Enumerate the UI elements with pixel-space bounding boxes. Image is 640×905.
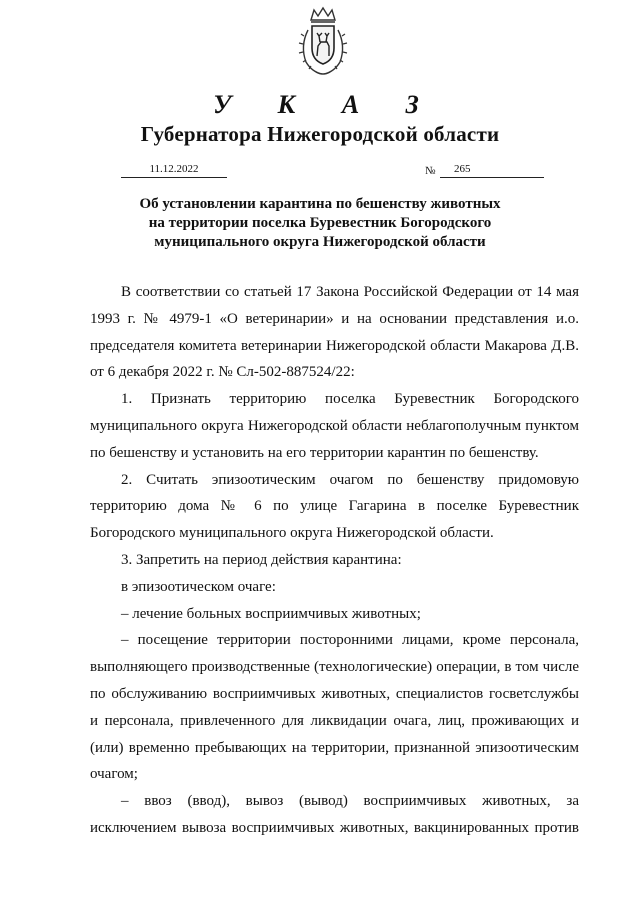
body-paragraph: в эпизоотическом очаге:: [121, 578, 276, 595]
body-paragraph: В соответствии со статьей 17 Закона Российской Федерации от 14 мая 1993 г. № 4979-1 «О ветеринарии» и на основании представления и.о. председателя комитета ветеринарии Нижегородской области Макарова Д.В. от 6 декабря 2022 г. № Сл-502-887524/22:: [90, 284, 579, 381]
document-number: 265: [440, 161, 544, 178]
body-paragraph: – посещение территории посторонними лицами, кроме персонала, выполняющего производственные (технологические) операции, в том числе по обслуживанию восприимчивых животных, специалистов госветслужбы и персонала, привлеченного для ликвидации очага, лиц, проживающих и (или) временно пребывающих на территории, признанной эпизоотическим очагом;: [90, 632, 579, 783]
coat-of-arms-icon: [298, 6, 348, 78]
heading-line: муниципального округа Нижегородской области: [154, 234, 486, 250]
issuer-subtitle: Губернатора Нижегородской области: [140, 122, 500, 146]
heading-line: Об установлении карантина по бешенству животных: [139, 196, 501, 212]
document-type-title: У К А З: [213, 90, 439, 119]
body-paragraph: – лечение больных восприимчивых животных;: [121, 605, 421, 622]
body-paragraph: 3. Запретить на период действия карантина:: [121, 551, 402, 568]
body-paragraph: – ввоз (ввод), вывоз (вывод) восприимчивых животных, за исключением вывоза восприимчивых животных, вакцинированных против: [90, 793, 579, 836]
document-date: 11.12.2022: [121, 161, 227, 178]
document-heading: [90, 195, 550, 252]
body-paragraph: 2. Считать эпизоотическим очагом по бешенству придомовую территорию дома № 6 по улице Гагарина в поселке Буревестник Богородского муниципального округа Нижегородской области.: [90, 471, 579, 542]
document-body: [90, 279, 579, 842]
number-label: №: [425, 165, 436, 177]
heading-line: на территории поселка Буревестник Богородского: [148, 215, 492, 231]
body-paragraph: 1. Признать территорию поселка Буревестник Богородского муниципального округа Нижегородской области неблагополучным пунктом по бешенству и установить на его территории карантин по бешенству.: [90, 391, 579, 461]
